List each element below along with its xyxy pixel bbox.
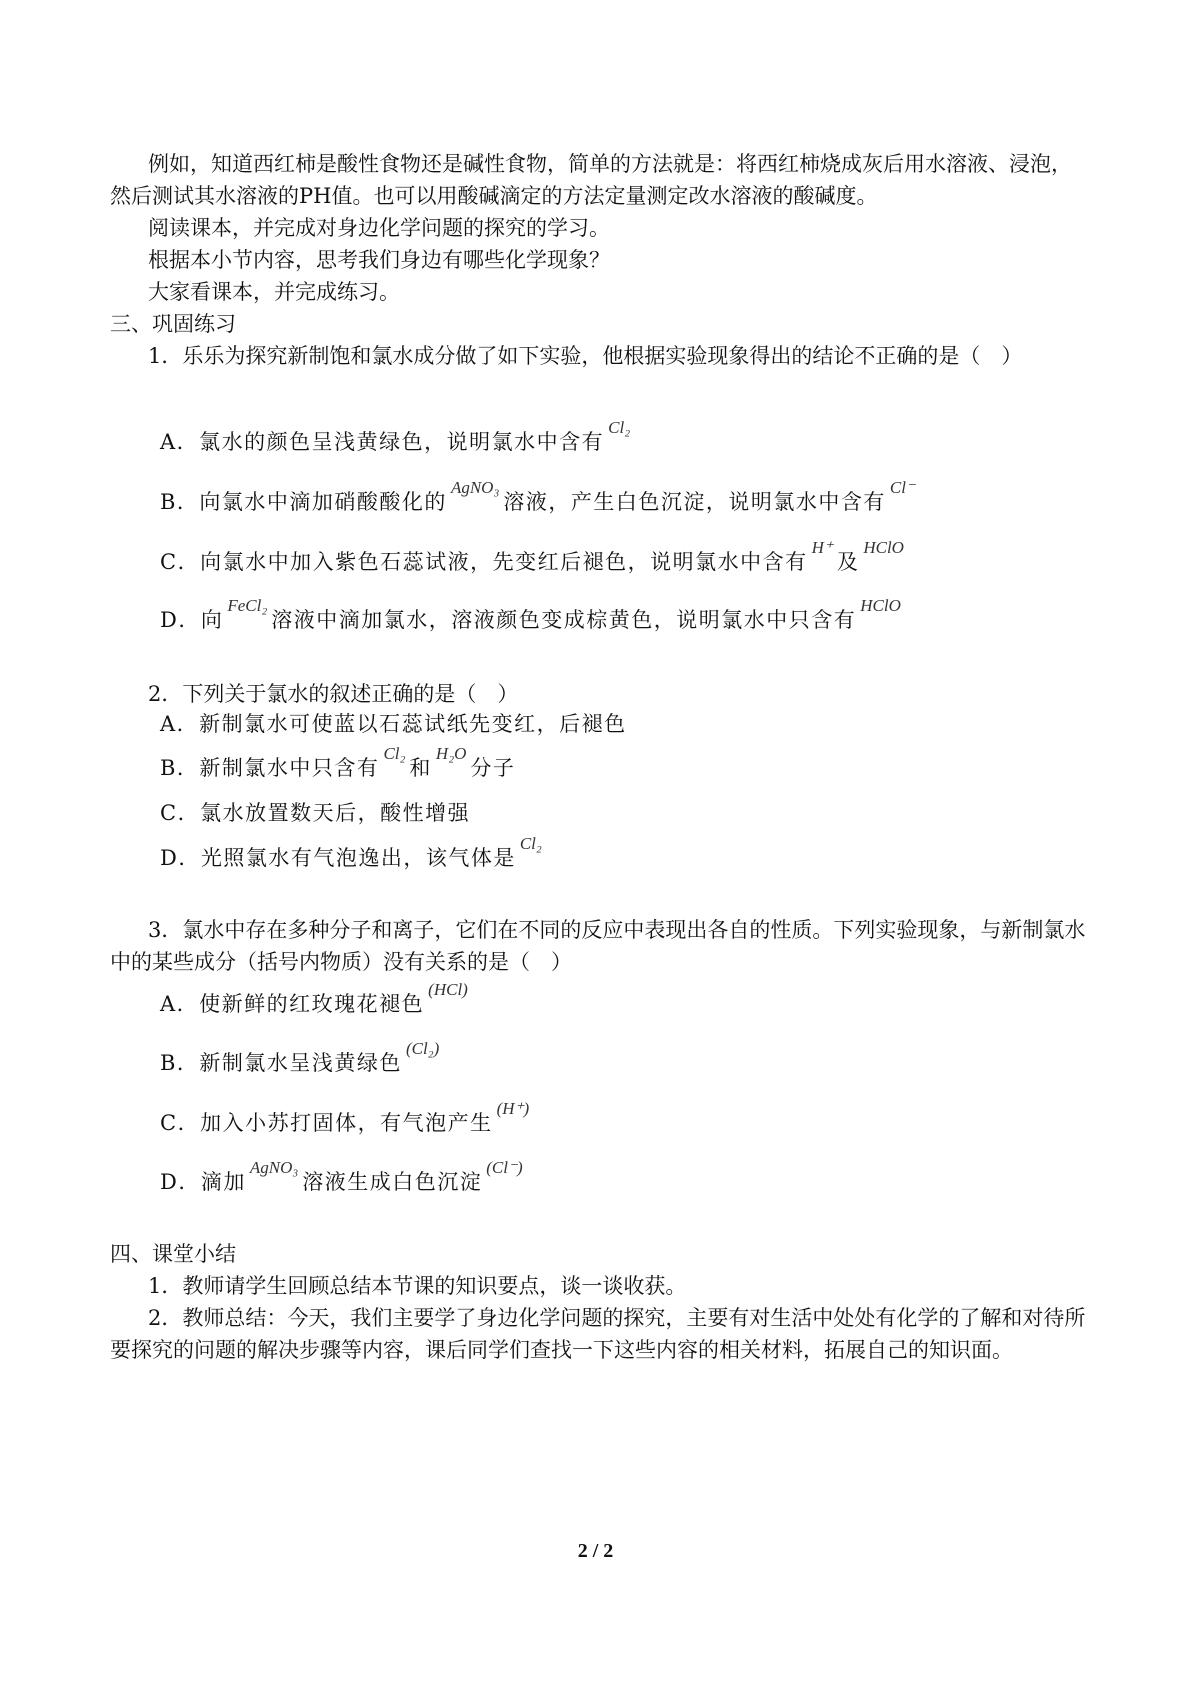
option-text: D．滴加 bbox=[160, 1170, 246, 1194]
q2-option-d bbox=[160, 834, 546, 876]
q3-option-b bbox=[160, 1039, 443, 1081]
summary-section bbox=[110, 1238, 1090, 1366]
intro-paragraph-1: 例如，知道西红柿是酸性食物还是碱性食物，简单的方法就是：将西红柿烧成灰后用水溶液、浸泡，然后测试其水溶液的PH值。也可以用酸碱滴定的方法定量测定改水溶液的酸碱度。 bbox=[110, 152, 1072, 208]
option-text: 溶液生成白色沉淀 bbox=[302, 1170, 483, 1194]
q1-stem: 1．乐乐为探究新制饱和氯水成分做了如下实验，他根据实验现象得出的结论不正确的是（ ） bbox=[148, 344, 1023, 368]
chemical-formula: H⁺ bbox=[811, 538, 833, 557]
option-text: C．加入小苏打固体，有气泡产生 bbox=[160, 1111, 493, 1135]
q2-option-a bbox=[160, 708, 627, 740]
q1-option-d bbox=[160, 596, 905, 638]
q3-option-a bbox=[160, 980, 472, 1022]
q3-option-d bbox=[160, 1158, 527, 1200]
chemical-formula: HClO bbox=[863, 538, 904, 557]
option-text: A．使新鲜的红玫瑰花褪色 bbox=[160, 992, 425, 1016]
q1-option-a bbox=[160, 418, 634, 460]
q2-stem: 2．下列关于氯水的叙述正确的是（ ） bbox=[148, 682, 519, 706]
summary-paragraph-1: 1．教师请学生回顾总结本节课的知识要点，谈一谈收获。 bbox=[148, 1274, 687, 1298]
chemical-formula: (H⁺) bbox=[496, 1099, 530, 1118]
intro-paragraph-2: 阅读课本，并完成对身边化学问题的探究的学习。 bbox=[148, 216, 610, 240]
option-text: C．氯水放置数天后，酸性增强 bbox=[160, 801, 471, 825]
q1-option-b bbox=[160, 478, 919, 520]
chemical-formula: AgNO₃ bbox=[249, 1158, 299, 1177]
option-text: 及 bbox=[836, 550, 860, 574]
q3-option-c bbox=[160, 1099, 533, 1141]
q2-option-c bbox=[160, 797, 470, 829]
chemical-formula: Cl₂ bbox=[519, 834, 542, 853]
chemical-formula: (HCl) bbox=[428, 980, 468, 999]
option-text: C．向氯水中加入紫色石蕊试液，先变红后褪色，说明氯水中含有 bbox=[160, 550, 808, 574]
option-text: A．氯水的颜色呈浅黄绿色，说明氯水中含有 bbox=[160, 430, 605, 454]
chemical-formula: Cl⁻ bbox=[889, 478, 915, 497]
option-text: 溶液中滴加氯水，溶液颜色变成棕黄色，说明氯水中只含有 bbox=[271, 608, 857, 632]
section4-heading: 四、课堂小结 bbox=[110, 1242, 236, 1266]
q3-stem: 3．氯水中存在多种分子和离子，它们在不同的反应中表现出各自的性质。下列实验现象，与新制氯水中的某些成分（括号内物质）没有关系的是（ ） bbox=[110, 918, 1086, 974]
option-text: D．向 bbox=[160, 608, 224, 632]
intro-paragraph-3: 根据本小节内容，思考我们身边有哪些化学现象？ bbox=[148, 248, 610, 272]
page-number: 2 / 2 bbox=[577, 1540, 614, 1562]
option-text: B．新制氯水呈浅黄绿色 bbox=[160, 1051, 402, 1075]
chemical-formula: Cl₂ bbox=[383, 744, 406, 763]
intro-section bbox=[110, 148, 1090, 372]
q2-stem-block bbox=[110, 678, 1090, 710]
option-text: 溶液，产生白色沉淀，说明氯水中含有 bbox=[503, 490, 886, 514]
q2-option-b bbox=[160, 744, 516, 786]
chemical-formula: FeCl₂ bbox=[227, 596, 268, 615]
option-text: B．向氯水中滴加硝酸酸化的 bbox=[160, 490, 447, 514]
option-text: 分子 bbox=[470, 756, 516, 780]
q1-option-c bbox=[160, 538, 908, 580]
q3-stem-block bbox=[110, 914, 1090, 978]
option-text: 和 bbox=[409, 756, 432, 780]
chemical-formula: Cl₂ bbox=[608, 418, 631, 437]
option-text: A．新制氯水可使蓝以石蕊试纸先变红，后褪色 bbox=[160, 712, 627, 736]
option-text: B．新制氯水中只含有 bbox=[160, 756, 380, 780]
chemical-formula: (Cl₂) bbox=[405, 1039, 440, 1058]
chemical-formula: (Cl⁻) bbox=[486, 1158, 523, 1177]
chemical-formula: HClO bbox=[860, 596, 901, 615]
intro-paragraph-4: 大家看课本，并完成练习。 bbox=[148, 280, 400, 304]
chemical-formula: AgNO₃ bbox=[450, 478, 500, 497]
section3-heading: 三、巩固练习 bbox=[110, 312, 236, 336]
summary-paragraph-2: 2．教师总结：今天，我们主要学了身边化学问题的探究，主要有对生活中处处有化学的了解和对待所要探究的问题的解决步骤等内容，课后同学们查找一下这些内容的相关材料，拓展自己的知识面。 bbox=[110, 1306, 1086, 1362]
option-text: D．光照氯水有气泡逸出，该气体是 bbox=[160, 846, 516, 870]
chemical-formula: H₂O bbox=[435, 744, 467, 763]
